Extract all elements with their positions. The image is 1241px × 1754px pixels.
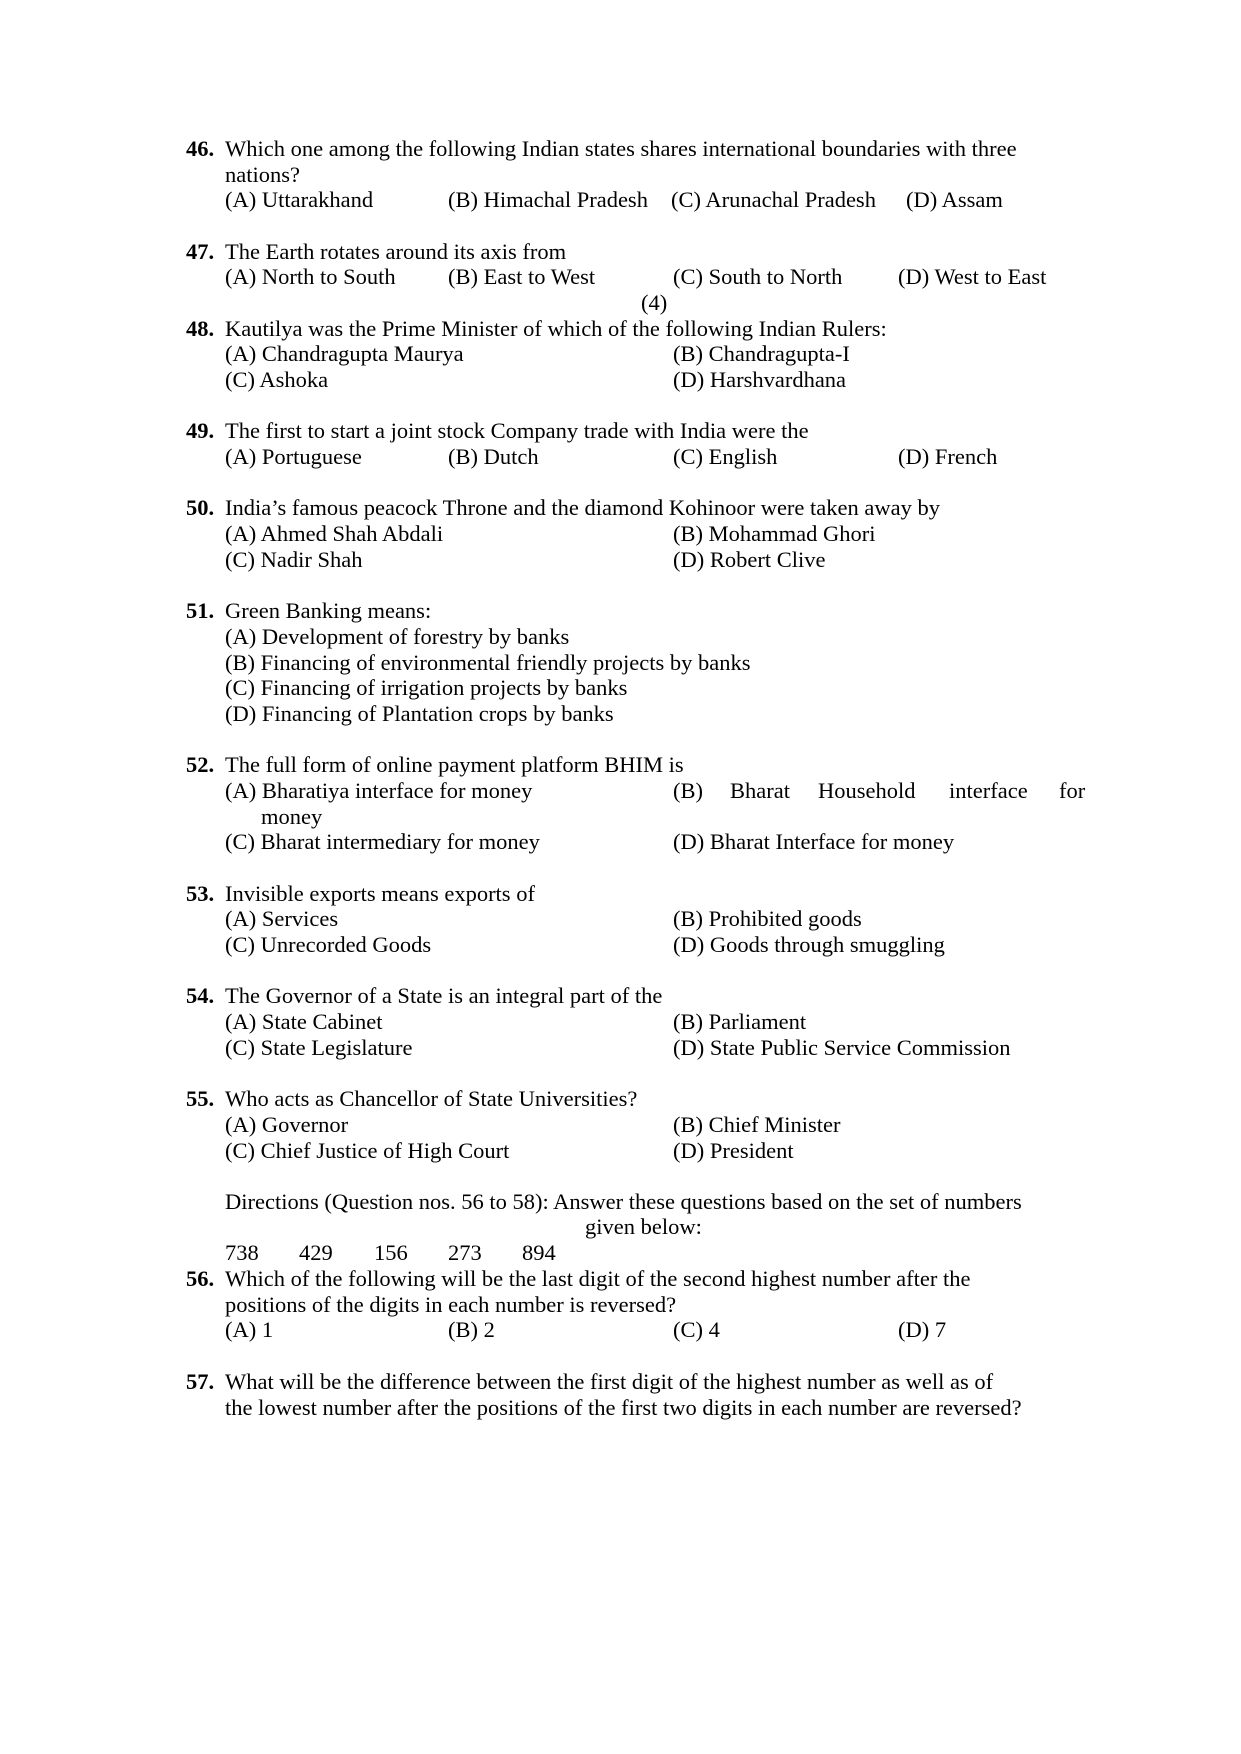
- option-c: (C) Financing of irrigation projects by banks: [225, 675, 628, 700]
- option-c: (C) Nadir Shah: [225, 547, 363, 572]
- option-c: (C) Bharat intermediary for money: [225, 829, 540, 854]
- option-b: (B) Chief Minister: [673, 1112, 841, 1137]
- option-a: (A) Governor: [225, 1112, 349, 1137]
- option-a: (A) Portuguese: [225, 444, 362, 469]
- question-text: The Earth rotates around its axis from: [225, 239, 567, 264]
- option-b-word: (B): [673, 778, 703, 803]
- question-number: 51.: [186, 598, 215, 623]
- question-text: Invisible exports means exports of: [225, 881, 535, 906]
- question-text: Who acts as Chancellor of State Universities?: [225, 1086, 638, 1111]
- option-b: (B) East to West: [448, 264, 596, 289]
- number-item: 273: [448, 1240, 482, 1265]
- question-text: the lowest number after the positions of the first two digits in each number are reversed?: [225, 1395, 1022, 1420]
- option-a: (A) Bharatiya interface for money: [225, 778, 533, 803]
- option-b: (B) Chandragupta-I: [673, 341, 850, 366]
- option-a: (A) Services: [225, 906, 339, 931]
- question-text: Which one among the following Indian states shares international boundaries with three: [225, 136, 1017, 161]
- option-c: (C) State Legislature: [225, 1035, 413, 1060]
- option-a: (A) Chandragupta Maurya: [225, 341, 464, 366]
- option-d: (D) President: [673, 1138, 794, 1163]
- option-c: (C) Unrecorded Goods: [225, 932, 432, 957]
- option-d: (D) Harshvardhana: [673, 367, 847, 392]
- option-c: (C) English: [673, 444, 778, 469]
- option-a: (A) Development of forestry by banks: [225, 624, 570, 649]
- option-b-word: for: [1059, 778, 1086, 803]
- question-number: 56.: [186, 1266, 215, 1291]
- directions-text: given below:: [585, 1214, 702, 1239]
- option-d: (D) Bharat Interface for money: [673, 829, 955, 854]
- page-number: (4): [641, 290, 668, 315]
- option-b-word: interface: [949, 778, 1028, 803]
- number-item: 738: [225, 1240, 259, 1265]
- question-number: 52.: [186, 752, 215, 777]
- option-d: (D) Robert Clive: [673, 547, 826, 572]
- question-number: 50.: [186, 495, 215, 520]
- option-b: (B) Financing of environmental friendly projects by banks: [225, 650, 751, 675]
- option-a: (A) State Cabinet: [225, 1009, 383, 1034]
- option-b: (B) Mohammad Ghori: [673, 521, 876, 546]
- question-number: 57.: [186, 1369, 215, 1394]
- option-a: (A) 1: [225, 1317, 274, 1342]
- question-text: What will be the difference between the first digit of the highest number as well as of: [225, 1369, 994, 1394]
- option-a: (A) Uttarakhand: [225, 187, 374, 212]
- option-d: (D) Financing of Plantation crops by banks: [225, 701, 614, 726]
- question-text: The Governor of a State is an integral part of the: [225, 983, 663, 1008]
- option-a: (A) North to South: [225, 264, 396, 289]
- question-text: The full form of online payment platform BHIM is: [225, 752, 684, 777]
- option-b-word: Bharat: [730, 778, 790, 803]
- question-text: positions of the digits in each number is reversed?: [225, 1292, 677, 1317]
- question-number: 48.: [186, 316, 215, 341]
- option-c: (C) Chief Justice of High Court: [225, 1138, 510, 1163]
- option-b: (B) Prohibited goods: [673, 906, 862, 931]
- option-b: (B) 2: [448, 1317, 495, 1342]
- option-d: (D) French: [898, 444, 998, 469]
- directions-text: Directions (Question nos. 56 to 58): Answer these questions based on the set of numbers: [225, 1189, 1022, 1214]
- question-text: Which of the following will be the last digit of the second highest number after the: [225, 1266, 971, 1291]
- question-text: India’s famous peacock Throne and the diamond Kohinoor were taken away by: [225, 495, 940, 520]
- option-a: (A) Ahmed Shah Abdali: [225, 521, 444, 546]
- question-number: 46.: [186, 136, 215, 161]
- option-d: (D) Goods through smuggling: [673, 932, 945, 957]
- option-b-word: Household: [818, 778, 916, 803]
- option-c: (C) Arunachal Pradesh: [671, 187, 876, 212]
- option-c: (C) Ashoka: [225, 367, 329, 392]
- question-text: Kautilya was the Prime Minister of which of the following Indian Rulers:: [225, 316, 887, 341]
- number-item: 429: [299, 1240, 333, 1265]
- option-b: (B) Himachal Pradesh: [448, 187, 648, 212]
- question-text: The first to start a joint stock Company trade with India were the: [225, 418, 809, 443]
- option-b-continuation: money: [261, 804, 323, 829]
- option-d: (D) State Public Service Commission: [673, 1035, 1011, 1060]
- question-number: 47.: [186, 239, 215, 264]
- question-number: 54.: [186, 983, 215, 1008]
- number-item: 894: [522, 1240, 556, 1265]
- option-c: (C) South to North: [673, 264, 843, 289]
- question-number: 55.: [186, 1086, 215, 1111]
- option-d: (D) Assam: [906, 187, 1003, 212]
- number-item: 156: [374, 1240, 408, 1265]
- question-text: Green Banking means:: [225, 598, 432, 623]
- option-b: (B) Dutch: [448, 444, 539, 469]
- option-b: (B) Parliament: [673, 1009, 807, 1034]
- question-number: 49.: [186, 418, 215, 443]
- question-number: 53.: [186, 881, 215, 906]
- option-d: (D) West to East: [898, 264, 1047, 289]
- question-text: nations?: [225, 162, 300, 187]
- option-d: (D) 7: [898, 1317, 947, 1342]
- option-c: (C) 4: [673, 1317, 720, 1342]
